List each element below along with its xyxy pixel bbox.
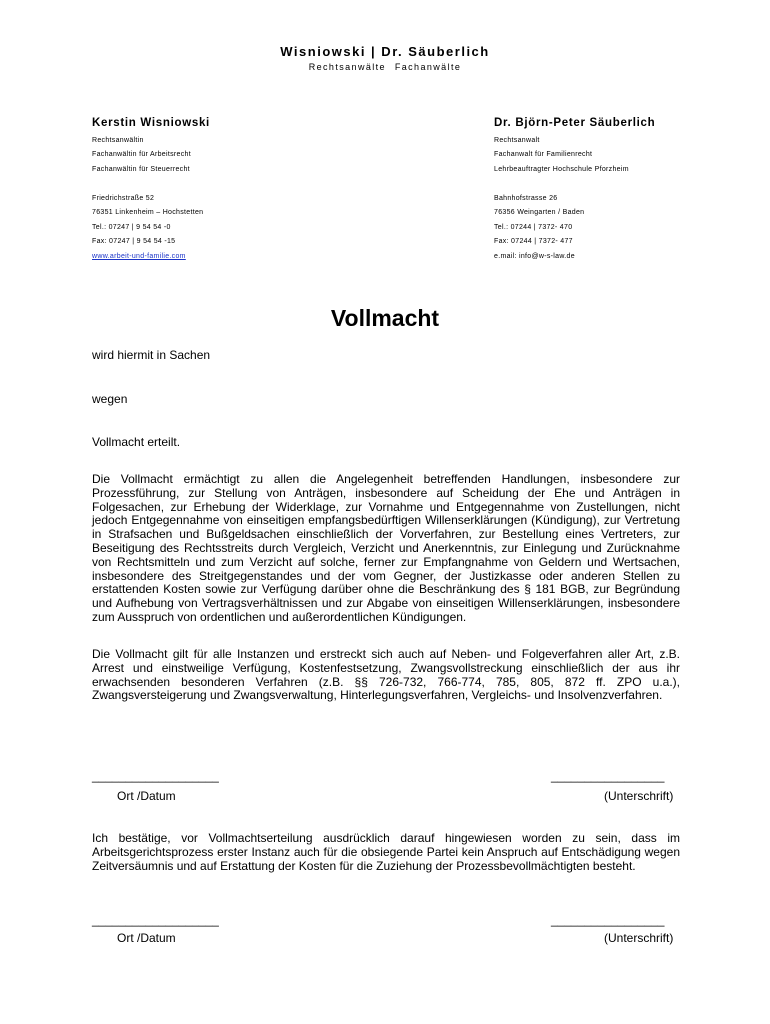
wegen-line: wegen xyxy=(92,392,128,406)
left-lawyer-name: Kerstin Wisniowski xyxy=(92,117,210,129)
document-title: Vollmacht xyxy=(330,305,440,331)
place-date-line-2: ___________________ xyxy=(92,913,219,927)
firm-name: Wisniowski | Dr. Säuberlich xyxy=(280,44,490,59)
signature-line-1: _________________ xyxy=(551,769,665,783)
left-lawyer-city: 76351 Linkenheim – Hochstetten xyxy=(92,209,204,216)
left-lawyer-title-2: Fachanwältin für Arbeitsrecht xyxy=(92,151,191,158)
right-lawyer-fax: Fax: 07244 | 7372- 477 xyxy=(494,238,573,245)
right-lawyer-title-2: Fachanwalt für Familienrecht xyxy=(494,151,593,158)
website-link[interactable]: www.arbeit-und-familie.com xyxy=(92,253,186,260)
right-lawyer-email: e.mail: info@w-s-law.de xyxy=(494,253,575,260)
signature-label-2: (Unterschrift) xyxy=(604,931,674,945)
signature-label-1: (Unterschrift) xyxy=(604,789,674,803)
right-lawyer-phone: Tel.: 07244 | 7372- 470 xyxy=(494,224,573,231)
right-lawyer-street: Bahnhofstrasse 26 xyxy=(494,195,558,202)
place-date-label-1: Ort /Datum xyxy=(117,789,176,803)
right-lawyer-name: Dr. Björn-Peter Säuberlich xyxy=(494,117,656,129)
right-lawyer-title-3: Lehrbeauftragter Hochschule Pforzheim xyxy=(494,166,629,173)
paragraph-instances: Die Vollmacht gilt für alle Instanzen und erstreckt sich auch auf Neben- und Folgeverfahren aller Art, z.B. Arrest und einstweilige Verfügung, Kostenfestsetzung, Zwangsvollstreckung einschließlich der aus ihr erwachsenden besonderen Verfahren (z.B. §§ 726-732, 766-774, 785, 805, 872 ff. ZPO u.a.), Zwangsversteigerung und Zwangsverwaltung, Hinterlegungsverfahren, Vergleichs- und Insolvenzverfahren. xyxy=(92,647,680,703)
paragraph-scope: Die Vollmacht ermächtigt zu allen die Angelegenheit betreffenden Handlungen, insbesondere zur Prozessführung, zur Stellung von Anträgen, insbesondere auf Scheidung der Ehe und Anträgen in Folgesachen, zur Erhebung der Widerklage, zur Vornahme und Entgegennahme von Zustellungen, nicht jedoch Entgegennahme von einseitigen empfangsbedürftigen Willenserklärungen (Kündigung), zur Vertretung in Strafsachen und Bußgeldsachen einschließlich der Vorverfahren, zur Bestellung eines Vertreters, zur Beseitigung des Rechtsstreits durch Vergleich, Verzicht und Anerkenntnis, zur Einlegung und Zurücknahme von Rechtsmitteln und zum Verzicht auf solche, ferner zur Empfangnahme von Geldern und Wertsachen, insbesondere des Streitgegenstandes und der vom Gegner, der Justizkasse oder anderen Stellen zu erstattenden Kosten sowie zur Verfügung darüber ohne die Beschränkung des § 181 BGB, zur Begründung und Aufhebung von Vertragsverhältnissen und zur Abgabe von einseitigen Willenserklärungen, insbesondere zum Ausspruch von ordentlichen und außerordentlichen Kündigungen. xyxy=(92,472,680,624)
erteilt-line: Vollmacht erteilt. xyxy=(92,435,181,449)
left-lawyer-street: Friedrichstraße 52 xyxy=(92,195,155,202)
left-lawyer-title-3: Fachanwältin für Steuerrecht xyxy=(92,166,190,173)
right-lawyer-title-1: Rechtsanwalt xyxy=(494,137,540,144)
in-sachen-line: wird hiermit in Sachen xyxy=(92,348,211,362)
left-lawyer-fax: Fax: 07247 | 9 54 54 -15 xyxy=(92,238,176,245)
place-date-line-1: ___________________ xyxy=(92,769,219,783)
firm-subtitle: Rechtsanwälte Fachanwälte xyxy=(308,62,462,72)
right-lawyer-city: 76356 Weingarten / Baden xyxy=(494,209,585,216)
signature-line-2: _________________ xyxy=(551,913,665,927)
left-lawyer-title-1: Rechtsanwältin xyxy=(92,137,144,144)
place-date-label-2: Ort /Datum xyxy=(117,931,176,945)
left-lawyer-phone: Tel.: 07247 | 9 54 54 -0 xyxy=(92,224,171,231)
paragraph-confirmation: Ich bestätige, vor Vollmachtserteilung ausdrücklich darauf hingewiesen worden zu sein, dass im Arbeitsgerichtsprozess erster Instanz auch für die obsiegende Partei kein Anspruch auf Entschädigung wegen Zeitversäumnis und auf Erstattung der Kosten für die Zuziehung der Prozessbevollmächtigten besteht. xyxy=(92,831,680,873)
